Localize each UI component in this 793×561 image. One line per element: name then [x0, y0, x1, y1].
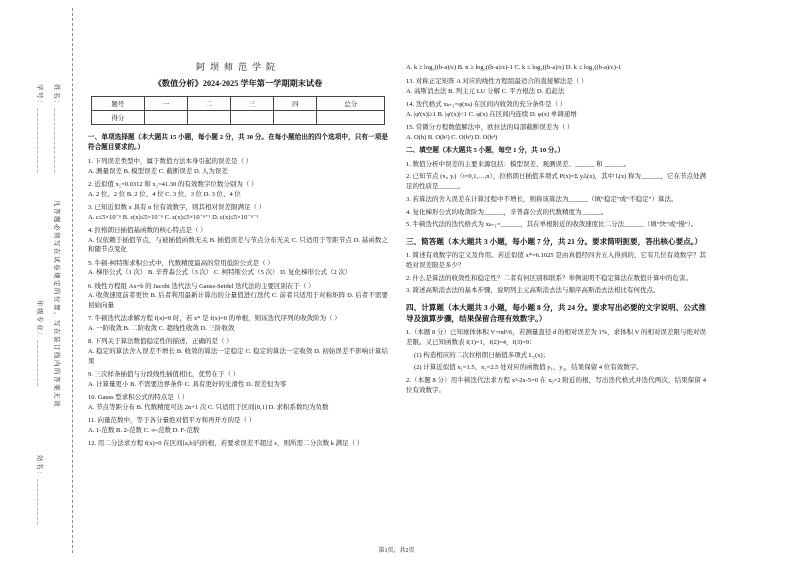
- question-stem: 12. 用二分法求方程 f(x)=0 在区间[a,b]内的根，若要求误差不超过 ε，则所需二分次数 k 满足（ ）: [88, 440, 364, 448]
- short-answer-item-2: 2. 什么是算法的收敛性和稳定性？二者有何区别和联系？举例说明不稳定算法在数值计算中的危害。: [406, 274, 692, 282]
- question-stem: 13. 对称正定矩阵 A 对应的线性方程组最适合的直接解法是（ ）: [406, 77, 588, 85]
- question-stem: 2. 近似值 x₁=0.0312 和 x₂=41.30 的有效数字位数分别为（ ）: [88, 180, 258, 188]
- calculation-item-1-sub-2: (2) 计算近似值 x₁=1.5、x₂=2.5 处对应的函数值 y₁、y₂，结果保留 4 位有效数字。: [414, 364, 643, 372]
- mcq-question-13: [406, 77, 706, 97]
- question-stem: 14. 迭代格式 xₖ₊₁=φ(xₖ) 在区间内收敛的充分条件是（ ）: [406, 100, 567, 108]
- question-options: A. 梯形公式（1 次） B. 辛普森公式（3 次） C. 柯特斯公式（5 次） D. 复化梯形公式（2 次）: [88, 269, 352, 277]
- score-empty-cell: [317, 111, 385, 125]
- question-stem: 11. 向量范数中，等于各分量绝对值平方和再开方的是（ ）: [88, 417, 256, 425]
- question-options: A. 1-范数 B. 2-范数 C. ∞-范数 D. F-范数: [88, 426, 200, 434]
- score-table: [91, 96, 385, 125]
- binding-field-name: 姓名：______________: [53, 84, 60, 175]
- question-options: A. 测量误差 B. 模型误差 C. 截断误差 D. 人为误差: [88, 167, 228, 175]
- score-table-header-row: [92, 97, 385, 111]
- mcq-question-3: [88, 203, 388, 223]
- mcq-question-6: [88, 282, 388, 311]
- short-answer-item-1: 1. 简述有效数字的定义及作用。若近似值 x*=6.1025 是由真值经四舍五入得到的，它有几位有效数字？其绝对误差限是多少？: [406, 252, 706, 269]
- score-header-cell: 一: [144, 97, 187, 111]
- question-stem: 8. 下列关于算法数值稳定性的描述，正确的是（ ）: [88, 338, 233, 346]
- mcq-question-5: [88, 259, 388, 279]
- question-stem: 3. 已知近似数 x 具有 n 位有效数字，则其相对误差限满足（ ）: [88, 203, 266, 211]
- mcq-question-4: [88, 226, 388, 255]
- calculation-heading: 四、计算题（本大题共 3 小题，每小题 8 分，共 24 分。要求写出必要的文字说明、公式推导及演算步骤，结果保留合理有效数字。）: [406, 303, 706, 324]
- question-options: A. 稳定的算法舍入误差不增长 B. 收敛的算法一定稳定 C. 稳定的算法一定收敛 D. 初始误差不影响计算结果: [88, 348, 388, 365]
- score-empty-cell: [187, 111, 230, 125]
- binding-field-site: 站名：__________: [36, 455, 43, 527]
- question-options: A. 节点等距分布 B. 代数精度可达 2n+1 次 C. 只适用于区间[0,1] D. 求积系数均为负数: [88, 403, 329, 411]
- question-options: A. O(h) B. O(h²) C. O(h³) D. O(h⁴): [406, 133, 498, 141]
- mcq-question-1: [88, 157, 388, 177]
- mcq-question-14: [406, 100, 706, 120]
- question-stem: 6. 线性方程组 Ax=b 的 Jacobi 迭代法与 Gauss-Seidel 迭代法的主要区别在于（ ）: [88, 282, 315, 290]
- score-label-cell: 得分: [92, 111, 145, 125]
- question-options: A. |φ'(x)|≥1 B. |φ'(x)|<1 C. φ(x) 在区间内连续 D. φ(x) 单调递增: [406, 110, 577, 118]
- fill-blank-item-5: 5. 牛顿迭代法的迭代格式为 xₖ₊₁=______，其在单根附近的收敛速度比二分法______（填“快”或“慢”）。: [406, 221, 698, 229]
- page-footer: 第1页，共2页: [378, 548, 415, 554]
- fill-blank-item-3: 3. 若算法的舍入误差在计算过程中不增长，则称该算法为______（填“稳定”或“不稳定”）算法。: [406, 195, 678, 203]
- question-options: A. 计算量更小 B. 不需要边界条件 C. 具有更好的光滑性 D. 误差恒为零: [88, 380, 287, 388]
- score-header-cell: 四: [274, 97, 317, 111]
- score-table-score-row: [92, 111, 385, 125]
- score-empty-cell: [231, 111, 274, 125]
- score-empty-cell: [274, 111, 317, 125]
- question-options: A. 高斯消去法 B. 列主元 LU 分解 C. 平方根法 D. 追赶法: [406, 87, 565, 95]
- question-stem: 15. 常微分方程数值解法中，欧拉法的局部截断误差为（ ）: [406, 123, 574, 131]
- question-stem: 7. 牛顿迭代法求解方程 f(x)=0 时，若 x* 是 f(x)=0 的单根，则该迭代序列的收敛阶为（ ）: [88, 315, 341, 323]
- exam-title: 《数值分析》2024-2025 学年第一学期期末试卷: [153, 79, 323, 88]
- calculation-item-1: 1.（本题 8 分）已知球体体积 V=πd³/6，若测量直径 d 的相对误差为 1%，求体积 V 的相对误差限与绝对误差限。又已知函数表 f(1)=1，f(2)=4，f(3)=9：: [406, 329, 707, 346]
- short-answer-heading: 三、简答题（本大题共 3 小题，每小题 7 分，共 21 分。要求简明扼要，答出核心要点。）: [406, 237, 703, 247]
- question-options: A. ε≤5×10⁻ⁿ B. ε(x)≤5×10⁻ⁿ C. ε(x)≤5×10⁻ⁿ⁺¹ D. ε(x)≤5×10⁻ⁿ⁻¹: [88, 213, 259, 221]
- score-header-cell: 题号: [92, 97, 145, 111]
- right-column: [406, 60, 706, 452]
- calculation-item-1-sub-1: (1) 构造相应的二次拉格朗日插值多项式 L₂(x)；: [414, 351, 550, 359]
- mcq-question-12: [88, 439, 388, 449]
- fill-blank-item-2: 2. 已知节点 (xᵢ, yᵢ)（i=0,1,…,n），拉格朗日插值多项式 P(x)=Σ yᵢlᵢ(x)，其中 lᵢ(x) 称为______，它在节点处满足的性质是______。: [406, 173, 706, 191]
- question-options: A. 仅依赖于插值节点，与被插值函数无关 B. 插值误差与节点分布无关 C. 只适用于等距节点 D. 基函数之和随节点变化: [88, 236, 388, 254]
- left-column: [88, 60, 388, 452]
- binding-field-student-id: 学号：______________: [36, 84, 43, 175]
- question-options: A. 收敛速度前者更快 B. 后者利用最新计算出的分量值进行迭代 C. 前者只适用于对称矩阵 D. 后者不需要初始向量: [88, 292, 388, 310]
- score-header-cell: 二: [187, 97, 230, 111]
- question-options: A. 2 位、2 位 B. 2 位、4 位 C. 3 位、3 位 D. 3 位、4 位: [88, 190, 241, 198]
- question-stem: 1. 下列误差类型中，属于数值方法本身引起的误差是（ ）: [88, 157, 253, 165]
- mcq-question-8: [88, 337, 388, 366]
- mcq-heading: 一、单项选择题（本大题共 15 小题，每小题 2 分，共 30 分。在每小题给出的四个选项中，只有一项是符合题目要求的。）: [88, 134, 388, 151]
- fill-blank-item-4: 4. 复化梯形公式的收敛阶为______，辛普森公式的代数精度为______。: [406, 208, 608, 216]
- score-empty-cell: [144, 111, 187, 125]
- question-stem: 5. 牛顿-柯特斯求积公式中，代数精度最高的常用低阶公式是（ ）: [88, 259, 274, 267]
- binding-note: 凡答题必须写在试卷规定的位置，写在装订线内的答案无效: [53, 200, 60, 408]
- fill-blank-heading: 二、填空题（本大题共 5 小题，每空 1 分，共 10 分。）: [406, 146, 565, 154]
- mcq-question-7: [88, 314, 388, 334]
- calculation-item-2: 2.（本题 8 分）用牛顿迭代法求方程 x³-2x-5=0 在 x₀=2 附近的根，写出迭代格式并迭代两次，结果保留 4 位有效数字。: [406, 377, 706, 394]
- binding-dashed-line: [72, 8, 73, 553]
- mcq-question-15: [406, 123, 706, 143]
- mcq-question-2: [88, 180, 388, 200]
- mcq-question-12-options: A. k ≥ log₂((b-a)/ε) B. n ≥ log₂((b-a)/ε)-1 C. k ≤ log₂((b-a)/ε) D. k ≤ log₂((b-a)/ε)-1: [406, 64, 622, 71]
- binding-field-major: 年级专业：__________: [36, 300, 43, 388]
- mcq-question-9: [88, 370, 388, 390]
- mcq-question-11: [88, 416, 388, 436]
- question-stem: 4. 拉格朗日插值基函数的核心特点是（ ）: [88, 226, 207, 234]
- question-options: A. 一阶收敛 B. 二阶收敛 C. 超线性收敛 D. 三阶收敛: [88, 325, 235, 333]
- fill-blank-item-1: 1. 数值分析中误差的主要来源包括：模型误差、观测误差、______ 和 ______。: [406, 160, 631, 168]
- mcq-question-10: [88, 393, 388, 413]
- school-name: 阿坝师范学院: [195, 62, 280, 72]
- short-answer-item-3: 3. 简述高斯消去法的基本步骤，说明列主元高斯消去法与顺序高斯消去法相比有何优点。: [406, 287, 660, 295]
- score-header-cell: 总分: [317, 97, 385, 111]
- score-header-cell: 三: [231, 97, 274, 111]
- question-stem: 9. 三次样条插值与分段线性插值相比，优势在于（ ）: [88, 371, 240, 379]
- question-stem: 10. Gauss 型求积公式的特点是（ ）: [88, 394, 189, 402]
- exam-content: [88, 60, 706, 452]
